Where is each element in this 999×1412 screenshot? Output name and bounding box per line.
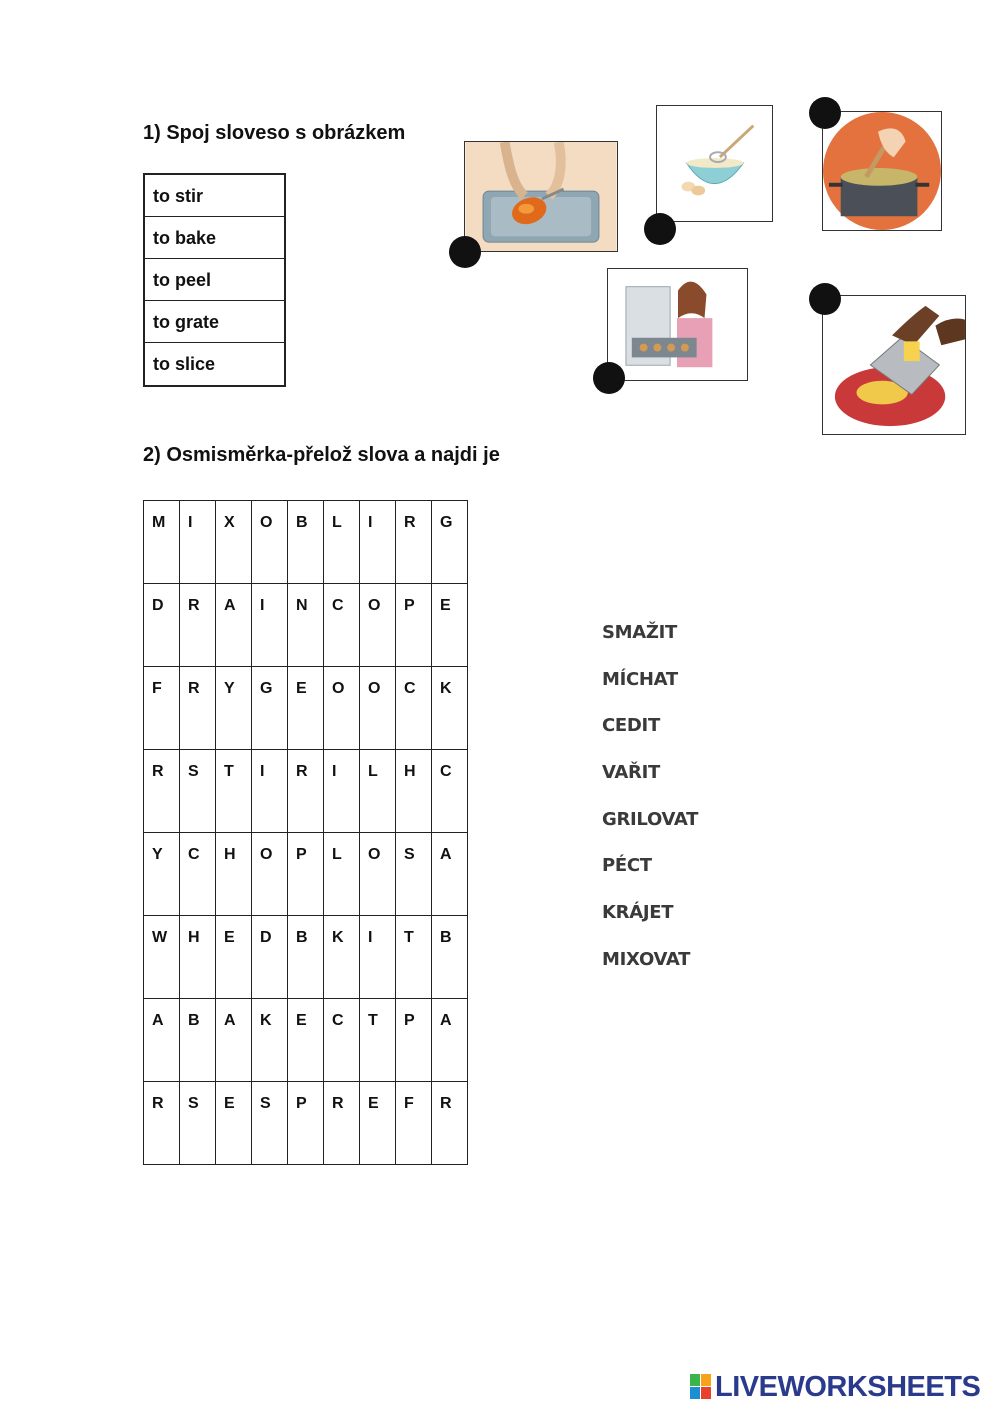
grid-cell[interactable]: R [396, 501, 432, 584]
grid-cell[interactable]: R [432, 1082, 468, 1165]
grid-cell[interactable]: O [360, 667, 396, 750]
grid-row [144, 999, 468, 1082]
grid-cell[interactable]: B [432, 916, 468, 999]
word-item: MÍCHAT [602, 668, 678, 690]
grid-cell[interactable]: K [252, 999, 288, 1082]
word-item: GRILOVAT [602, 808, 699, 830]
grid-cell[interactable]: G [252, 667, 288, 750]
grid-cell[interactable]: I [252, 750, 288, 833]
match-dot[interactable] [809, 283, 841, 315]
grid-cell[interactable]: P [288, 833, 324, 916]
grid-cell[interactable]: L [324, 833, 360, 916]
grid-cell[interactable]: C [180, 833, 216, 916]
grid-cell[interactable]: E [216, 916, 252, 999]
grid-cell[interactable]: R [180, 584, 216, 667]
liveworksheets-logo [690, 1370, 980, 1404]
match-dot[interactable] [644, 213, 676, 245]
verb-item[interactable]: to stir [145, 175, 284, 217]
grid-row [144, 833, 468, 916]
grid-cell[interactable]: A [432, 833, 468, 916]
word-item: SMAŽIT [602, 622, 678, 643]
logo-text: LIVEWORKSHEETS [715, 1370, 981, 1403]
exercise1-heading: 1) Spoj sloveso s obrázkem [143, 122, 406, 144]
grid-cell[interactable]: F [396, 1082, 432, 1165]
grid-cell[interactable]: A [144, 999, 180, 1082]
grid-row [144, 1082, 468, 1165]
grid-cell[interactable]: B [288, 501, 324, 584]
grid-cell[interactable]: E [288, 999, 324, 1082]
grid-cell[interactable]: P [396, 584, 432, 667]
word-item: PÉCT [602, 855, 652, 877]
grid-cell[interactable]: Y [144, 833, 180, 916]
grid-cell[interactable]: I [324, 750, 360, 833]
word-item: KRÁJET [602, 902, 674, 924]
grid-cell[interactable]: T [360, 999, 396, 1082]
grid-cell[interactable]: S [252, 1082, 288, 1165]
verb-item[interactable]: to grate [145, 301, 284, 343]
peeling-picture [464, 141, 618, 252]
stirring-pot-picture [822, 111, 942, 231]
grid-cell[interactable]: C [396, 667, 432, 750]
grid-cell[interactable]: O [360, 833, 396, 916]
grid-cell[interactable]: T [396, 916, 432, 999]
grid-cell[interactable]: D [252, 916, 288, 999]
grid-cell[interactable]: X [216, 501, 252, 584]
grid-cell[interactable]: C [432, 750, 468, 833]
grid-cell[interactable]: S [180, 1082, 216, 1165]
grid-cell[interactable]: C [324, 584, 360, 667]
exercise2-heading: 2) Osmisměrka-přelož slova a najdi je [143, 444, 500, 466]
grid-row [144, 916, 468, 999]
logo-icon [690, 1374, 712, 1400]
grid-row [144, 750, 468, 833]
grid-cell[interactable]: E [216, 1082, 252, 1165]
grid-cell[interactable]: R [324, 1082, 360, 1165]
grating-illustration [823, 296, 965, 434]
grid-cell[interactable]: I [180, 501, 216, 584]
grid-cell[interactable]: G [432, 501, 468, 584]
grid-cell[interactable]: S [180, 750, 216, 833]
grid-cell[interactable]: B [180, 999, 216, 1082]
whisk-bowl-illustration [657, 106, 772, 221]
grid-cell[interactable]: B [288, 916, 324, 999]
grid-cell[interactable]: E [432, 584, 468, 667]
grid-cell[interactable]: O [360, 584, 396, 667]
grid-cell[interactable]: S [396, 833, 432, 916]
grid-row [144, 501, 468, 584]
grid-cell[interactable]: F [144, 667, 180, 750]
grid-cell[interactable]: R [288, 750, 324, 833]
grid-cell[interactable]: A [432, 999, 468, 1082]
verb-item[interactable]: to peel [145, 259, 284, 301]
grid-cell[interactable]: K [432, 667, 468, 750]
grid-cell[interactable]: K [324, 916, 360, 999]
grid-cell[interactable]: Y [216, 667, 252, 750]
grid-cell[interactable]: P [288, 1082, 324, 1165]
word-item: VAŘIT [602, 762, 660, 784]
verb-item[interactable]: to slice [153, 354, 216, 374]
grid-cell[interactable]: H [396, 750, 432, 833]
grid-cell[interactable]: I [252, 584, 288, 667]
grid-cell[interactable]: N [288, 584, 324, 667]
verb-table [143, 173, 286, 387]
grid-cell[interactable]: O [324, 667, 360, 750]
word-search-grid [143, 500, 468, 1165]
verb-item[interactable]: to bake [145, 217, 284, 259]
grid-cell[interactable]: L [360, 750, 396, 833]
grid-cell[interactable]: L [324, 501, 360, 584]
grid-cell[interactable]: A [216, 584, 252, 667]
grid-cell[interactable]: O [252, 833, 288, 916]
grid-cell[interactable]: H [180, 916, 216, 999]
match-dot[interactable] [593, 362, 625, 394]
peeling-illustration [465, 142, 617, 251]
word-item: CEDIT [602, 715, 660, 737]
match-dot[interactable] [809, 97, 841, 129]
baking-illustration [608, 269, 747, 380]
grid-cell[interactable]: I [360, 916, 396, 999]
whisking-picture [656, 105, 773, 222]
grid-cell[interactable]: D [144, 584, 180, 667]
grid-cell[interactable]: W [144, 916, 180, 999]
grid-cell[interactable]: M [144, 501, 180, 584]
grid-cell[interactable]: C [324, 999, 360, 1082]
grid-cell[interactable]: A [216, 999, 252, 1082]
grid-cell[interactable]: P [396, 999, 432, 1082]
grid-row [144, 667, 468, 750]
baking-picture [607, 268, 748, 381]
grid-cell[interactable]: E [288, 667, 324, 750]
grid-cell[interactable]: E [360, 1082, 396, 1165]
stirring-pot-illustration [823, 112, 941, 230]
grid-cell[interactable]: R [144, 1082, 180, 1165]
grid-cell[interactable]: O [252, 501, 288, 584]
grid-cell[interactable]: T [216, 750, 252, 833]
match-dot[interactable] [449, 236, 481, 268]
word-item: MIXOVAT [602, 948, 691, 970]
grid-cell[interactable]: I [360, 501, 396, 584]
grating-picture [822, 295, 966, 435]
grid-cell[interactable]: H [216, 833, 252, 916]
grid-row [144, 584, 468, 667]
word-list [602, 622, 698, 996]
grid-cell[interactable]: R [144, 750, 180, 833]
grid-cell[interactable]: R [180, 667, 216, 750]
